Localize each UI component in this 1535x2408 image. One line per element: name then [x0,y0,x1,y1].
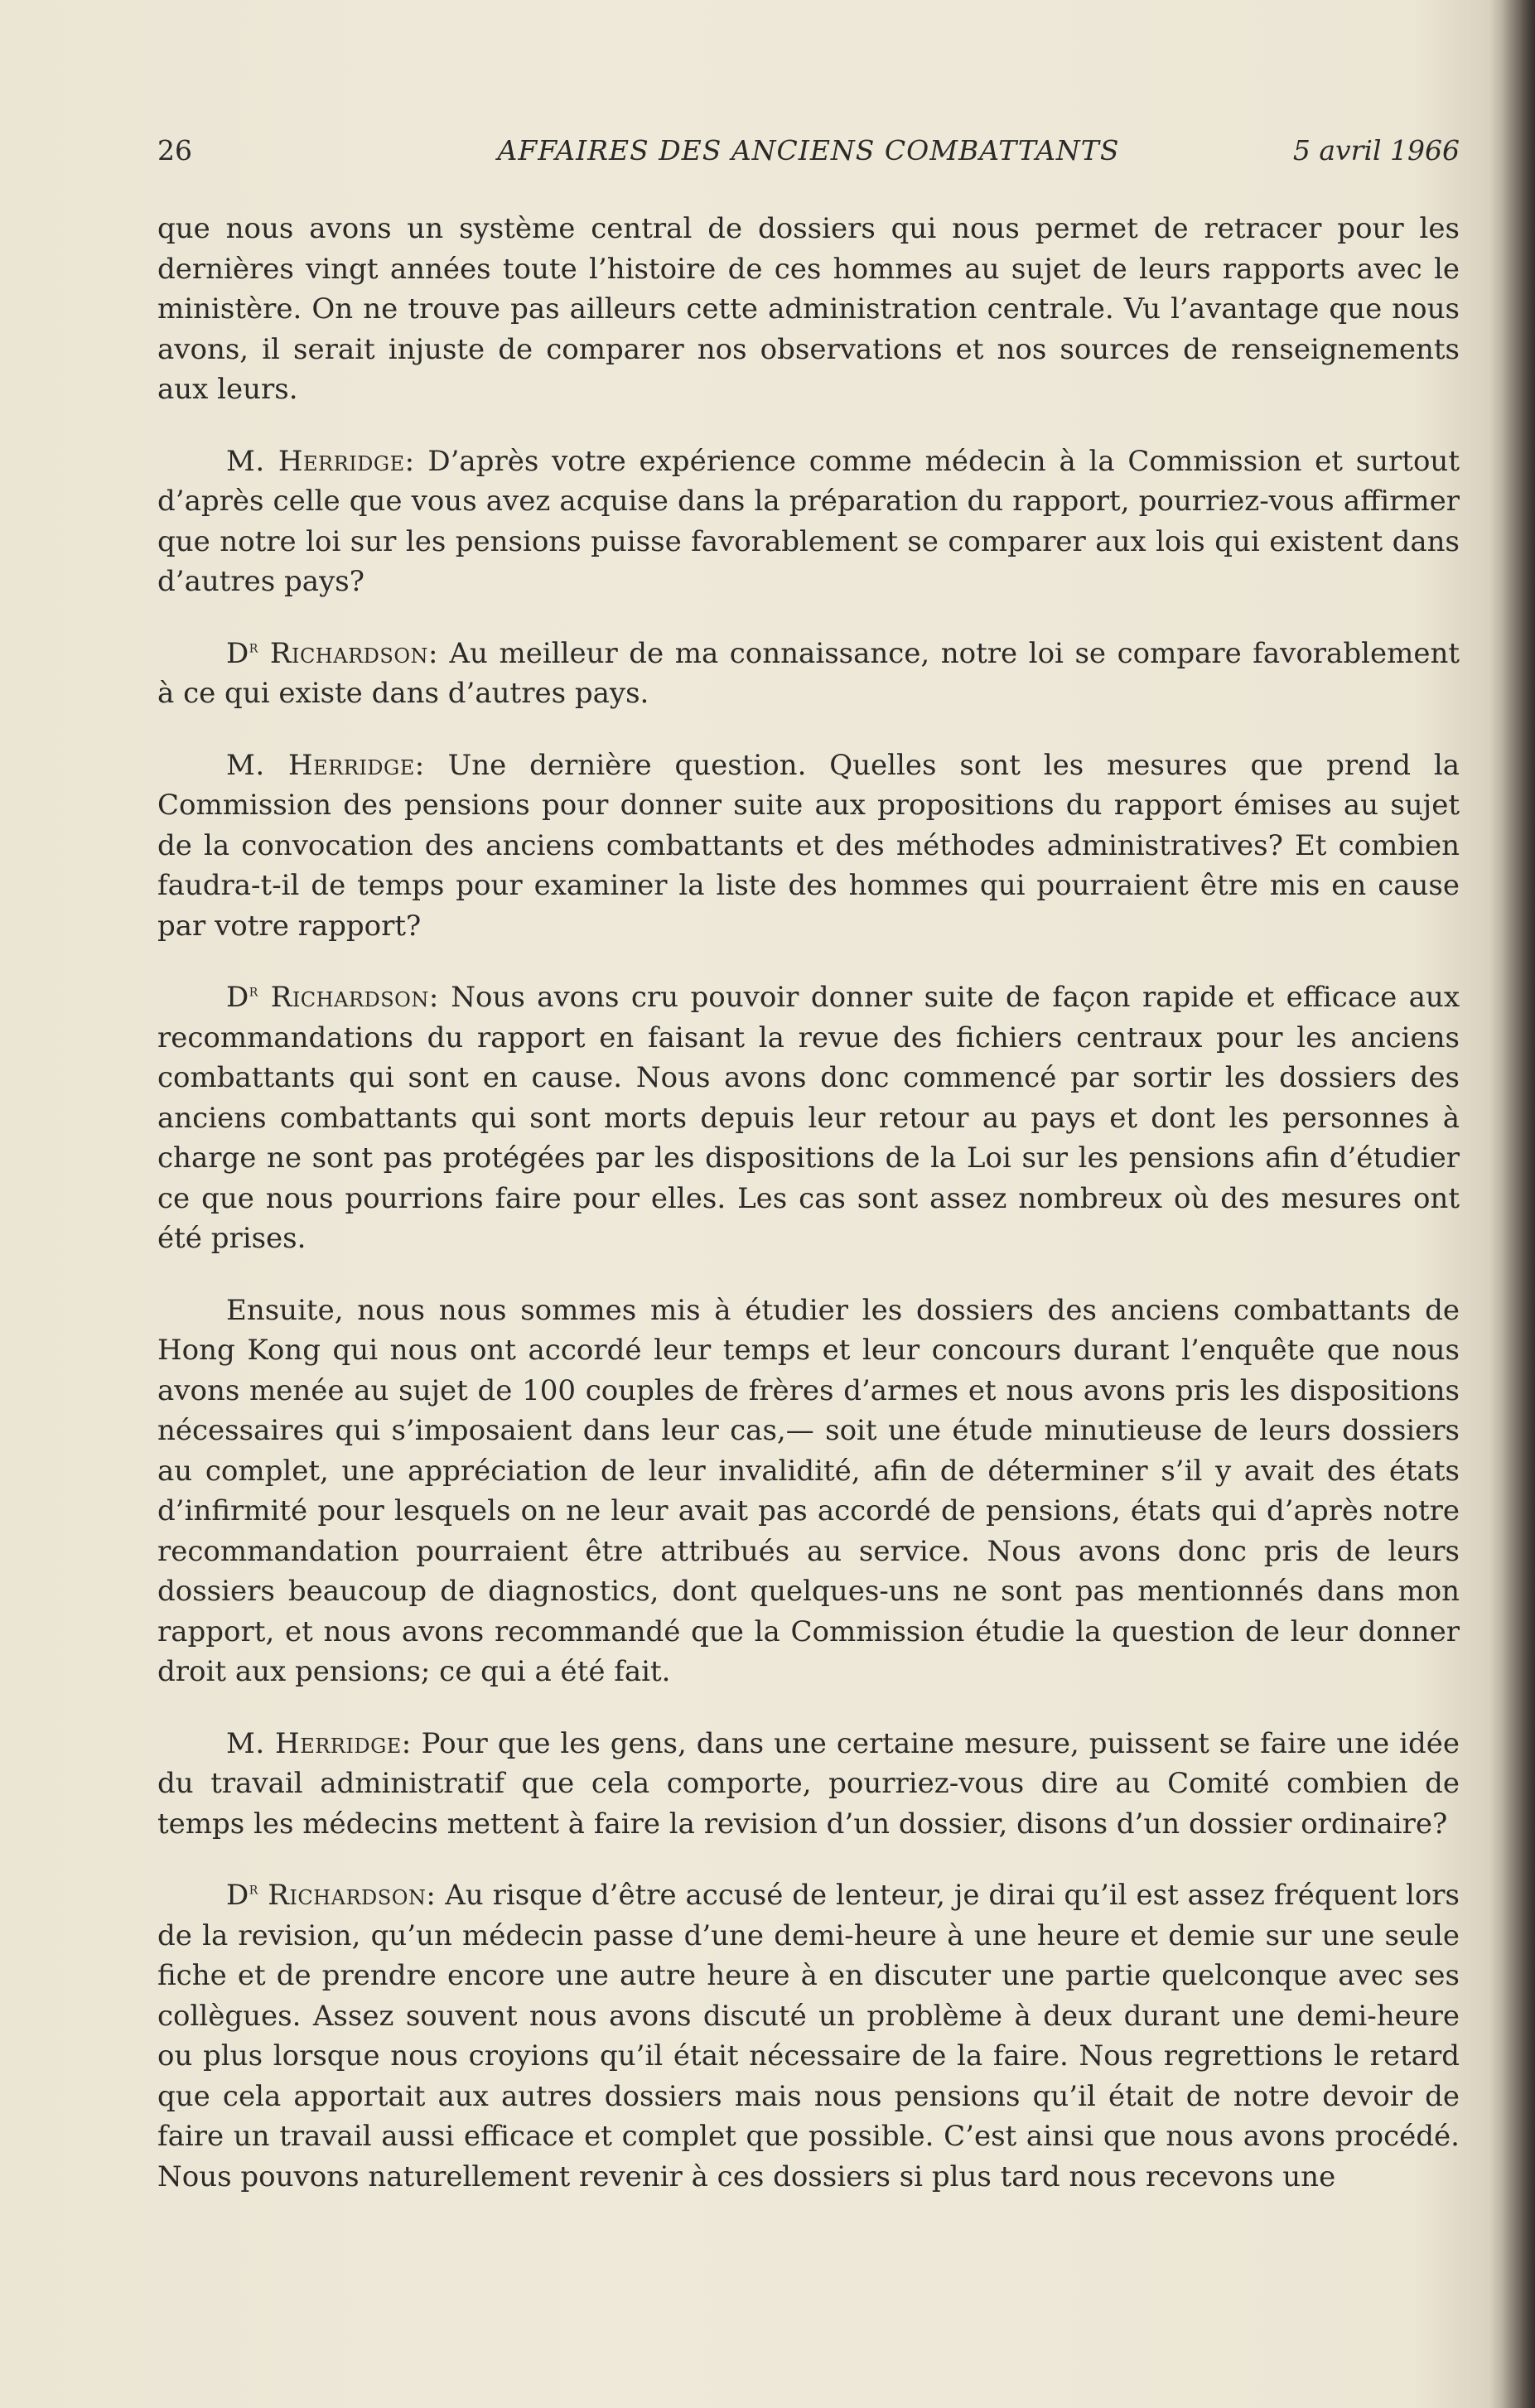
speaker-name: Herridge: [275,1726,412,1760]
paragraph [157,746,1460,947]
speaker [226,1879,436,1912]
page-number: 26 [157,134,192,166]
paragraph [157,634,1460,714]
speaker-name: Richardson: [270,981,439,1014]
speaker-title: M. [226,748,265,782]
paragraph-text: D’après votre expérience comme médecin à la Commission et surtout d’après celle que vous avez acquise dans la préparation du rapport, pourriez-vous affirmer que notre loi sur les pensions puisse favorablement se comparer aux lois qui existent dans d’autres pays? [157,444,1460,598]
paragraph-text: que nous avons un système central de dossiers qui nous permet de retracer pour les dernières vingt années toute l’histoire de ces hommes au sujet de leurs rapports avec le ministère. On ne trouve pas ailleurs cette administration centrale. Vu l’avantage que nous avons, il serait injuste de comparer nos observations et nos sources de renseignements aux leurs. [157,212,1460,406]
page-header [157,134,1460,176]
paragraph-text: Au risque d’être accusé de lenteur, je dirai qu’il est assez fréquent lors de la revision, qu’un médecin passe d’une demi-heure à une heure et demie sur une seule fiche et de prendre encore une autre heure à en discuter une partie quelconque avec ses collègues. Assez souvent nous avons discuté un problème à deux durant une demi-heure ou plus lorsque nous croyions qu’il était nécessaire de la faire. Nous regrettions le retard que cela apportait aux autres dossiers mais nous pensions qu’il était de notre devoir de faire un travail aussi efficace et complet que possible. C’est ainsi que nous avons procédé. Nous pouvons naturellement revenir à ces dossiers si plus tard nous recevons une [157,1879,1460,2193]
speaker-title-superscript: r [249,980,258,1001]
speaker-title: D [226,1879,249,1912]
speaker-name: Richardson: [269,636,438,670]
paragraph [157,442,1460,602]
paragraph [157,1291,1460,1692]
paragraph-text: Ensuite, nous nous sommes mis à étudier les dossiers des anciens combattants de Hong Kong qui nous ont accordé leur temps et leur concours durant l’enquête que nous avons menée au sujet de 100 couples de frères d’armes et nous avons pris les dispositions nécessaires qui s’imposaient dans leur cas,— soit une étude minutieuse de leurs dossiers au complet, une appréciation de leur invalidité, afin de déterminer s’il y avait des états d’infirmité pour lesquels on ne leur avait pas accordé de pensions, états qui d’après notre recommandation pourraient être attribués au service. Nous avons donc pris de leurs dossiers beaucoup de diagnostics, dont quelques-uns ne sont pas mentionnés dans mon rapport, et nous avons recommandé que la Commission étudie la question de leur donner droit aux pensions; ce qui a été fait. [157,1293,1460,1688]
paragraph-text: Au meilleur de ma connaissance, notre loi se compare favorablement à ce qui existe dans d’autres pays. [157,636,1460,710]
speaker-title-superscript: r [249,636,258,657]
speaker-title-superscript: r [249,1878,258,1899]
speaker [226,981,439,1014]
running-title: AFFAIRES DES ANCIENS COMBATTANTS [497,134,1120,166]
speaker-title: M. [226,1726,265,1760]
speaker [226,1727,412,1760]
paragraph-text: Une dernière question. Quelles sont les mesures que prend la Commission des pensions pour donner suite aux propositions du rapport émises au sujet de la convocation des anciens combattants et des méthodes administratives? Et combien faudra-t-il de temps pour examiner la liste des hommes qui pourraient être mis en cause par votre rapport? [157,748,1460,943]
speaker [226,749,425,782]
paragraph [157,977,1460,1259]
body-text [157,209,1460,2228]
speaker-name: Richardson: [268,1879,437,1912]
paragraph-text: Pour que les gens, dans une certaine mesure, puissent se faire une idée du travail administratif que cela comporte, pourriez-vous dire au Comité combien de temps les médecins mettent à faire la revision d’un dossier, disons d’un dossier ordinaire? [157,1726,1460,1841]
header-date: 5 avril 1966 [1292,134,1460,166]
binding-shadow [1502,0,1535,2408]
speaker-title: D [226,636,249,670]
paragraph [157,1724,1460,1845]
paragraph-text: Nous avons cru pouvoir donner suite de façon rapide et efficace aux recommandations du rapport en faisant la revue des fichiers centraux pour les anciens combattants qui sont en cause. Nous avons donc commencé par sortir les dossiers des anciens combattants qui sont morts depuis leur retour au pays et dont les personnes à charge ne sont pas protégées par les dispositions de la Loi sur les pensions afin d’étudier ce que nous pourrions faire pour elles. Les cas sont assez nombreux où des mesures ont été prises. [157,981,1460,1255]
speaker-title: D [226,981,249,1014]
paragraph [157,209,1460,410]
paragraph [157,1875,1460,2197]
speaker-title: M. [226,444,265,478]
speaker-name: Herridge: [288,748,425,782]
speaker [226,445,415,478]
speaker-name: Herridge: [278,444,415,478]
speaker [226,637,438,670]
